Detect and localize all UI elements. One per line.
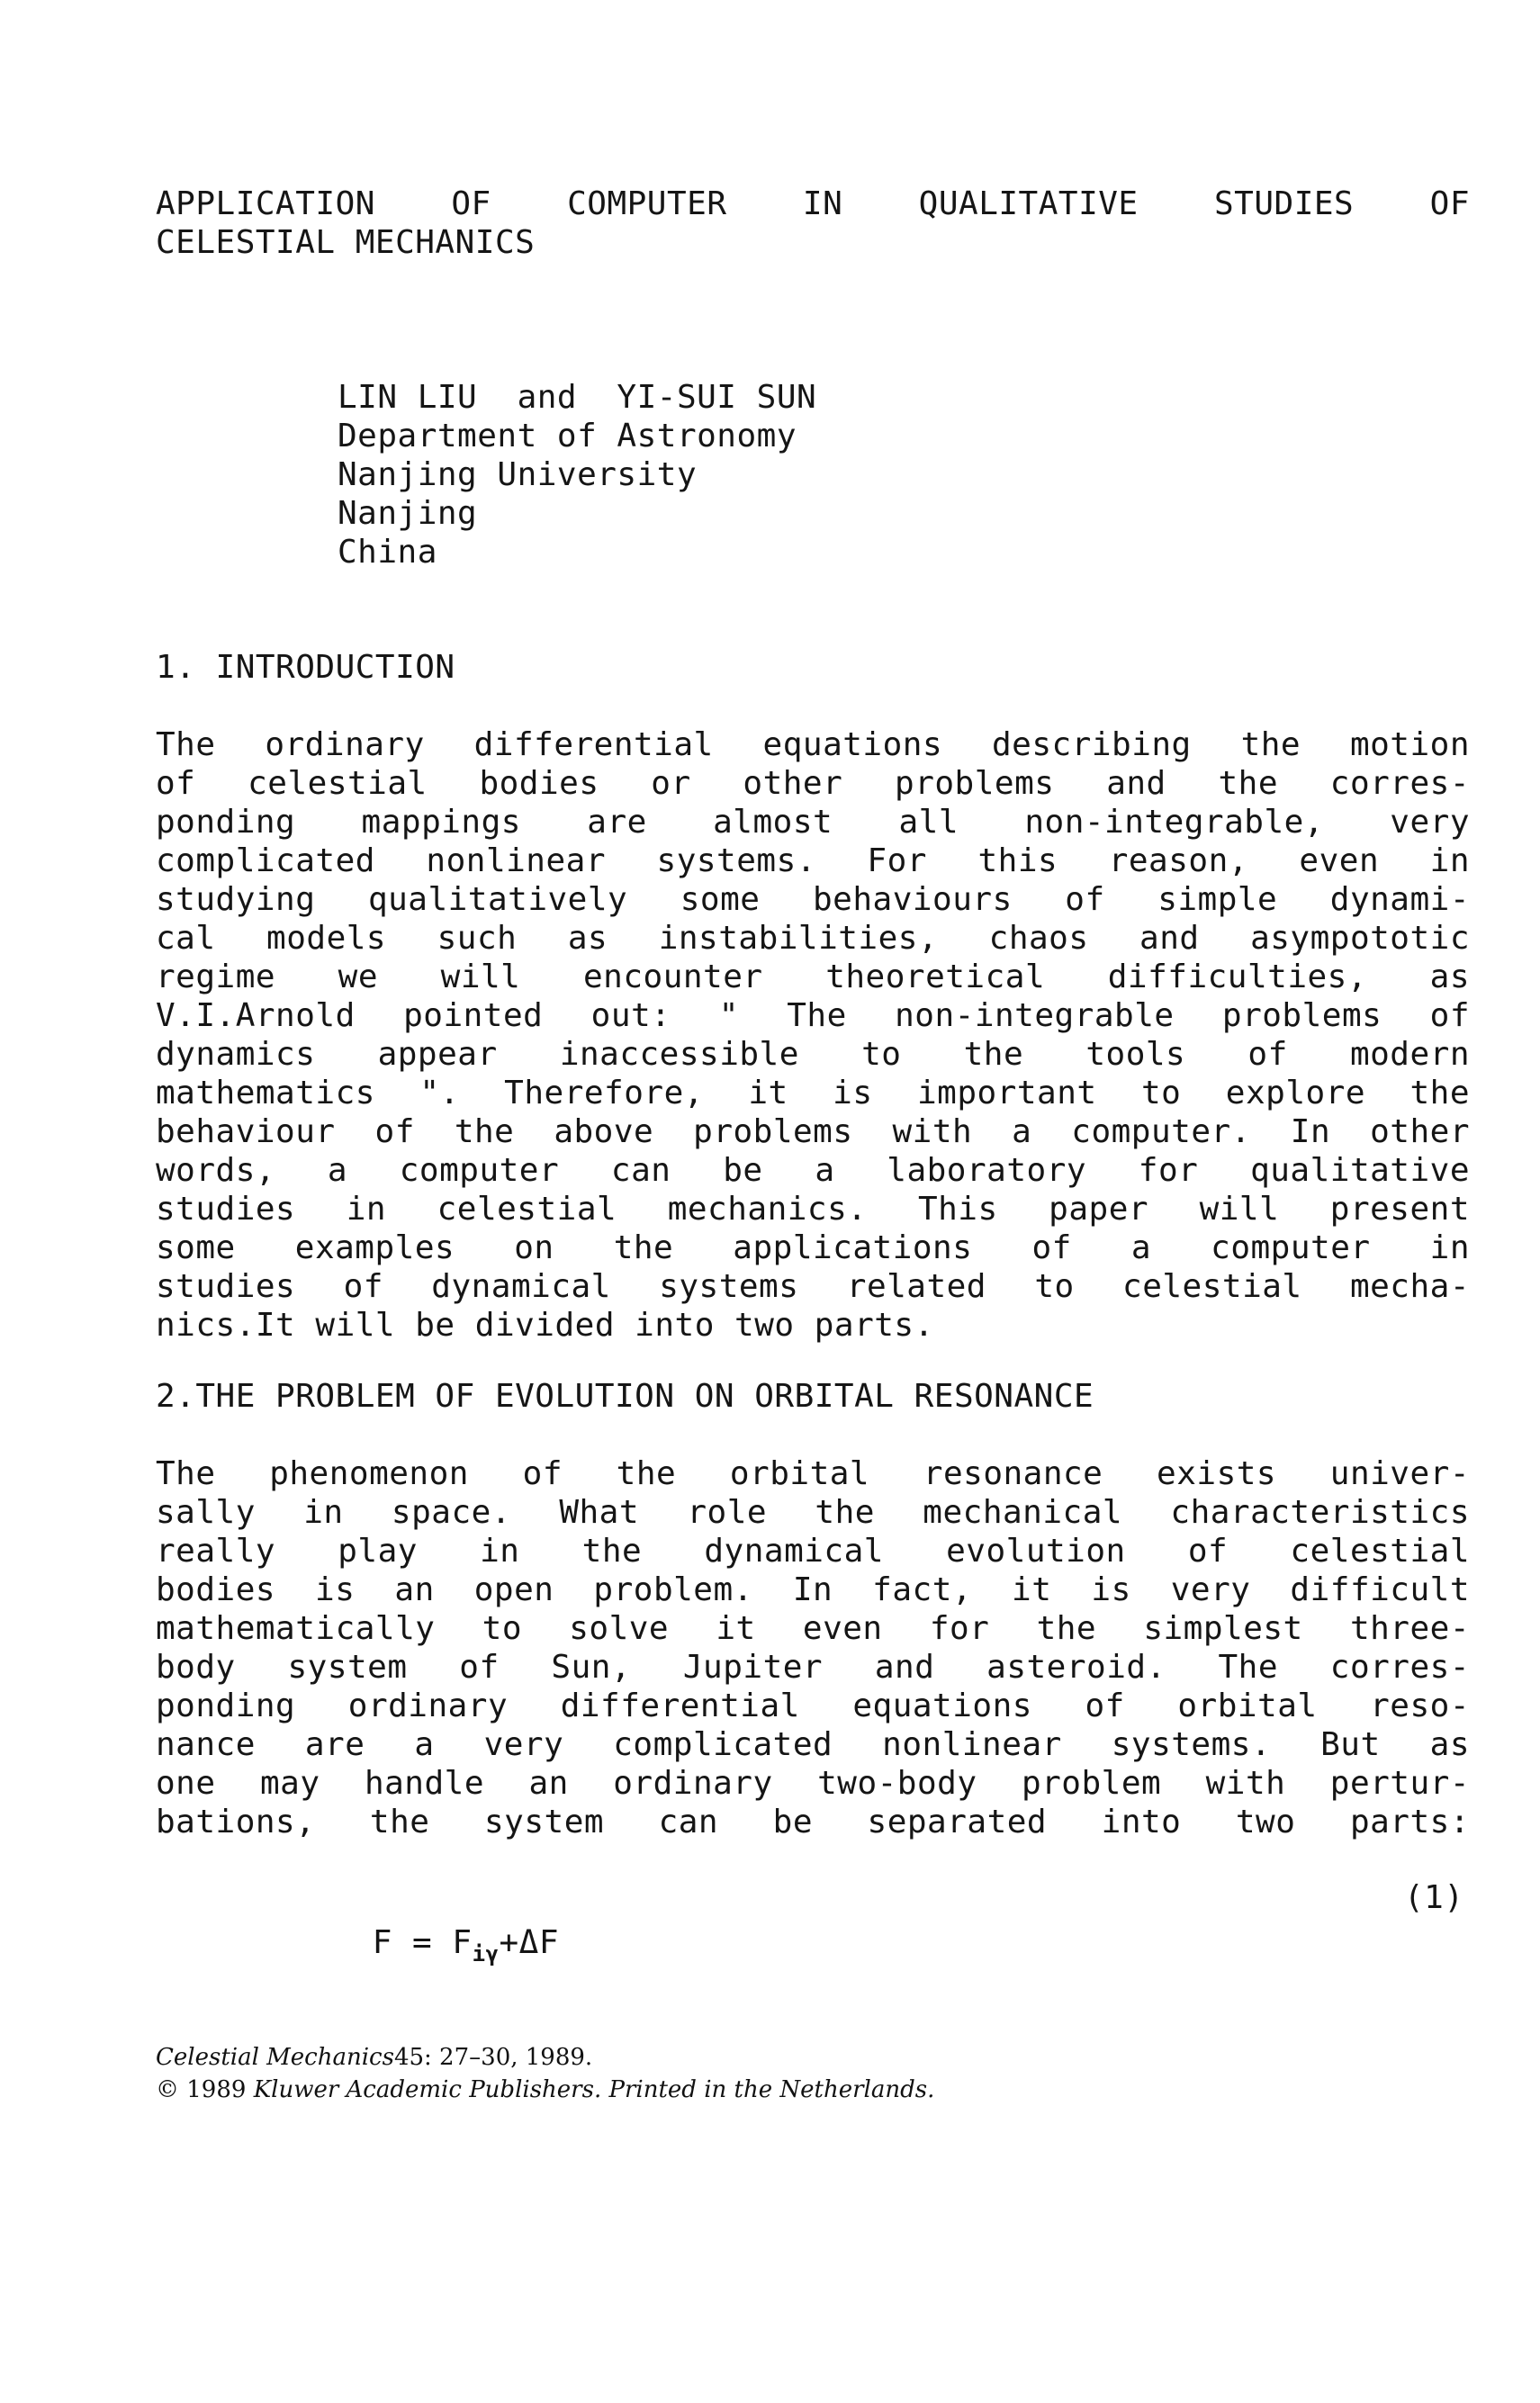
- paragraph-line: mathematically to solve it even for the simplest three-: [156, 1610, 1470, 1647]
- paragraph-line: one may handle an ordinary two-body problem with pertur-: [156, 1765, 1470, 1802]
- paragraph-line: studying qualitatively some behaviours of simple dynami-: [156, 881, 1470, 918]
- paragraph-line: mathematics ". Therefore, it is important to explore the: [156, 1075, 1470, 1112]
- citation-details: 45: 27–30, 1989.: [393, 2044, 593, 2071]
- author-university: Nanjing University: [338, 456, 698, 493]
- publication-footer: [156, 2041, 934, 2106]
- paragraph-line: cal models such as instabilities, chaos and asympototic: [156, 920, 1470, 957]
- author-department: Department of Astronomy: [338, 418, 797, 454]
- author-country: China: [338, 534, 437, 571]
- section-heading-introduction: 1. INTRODUCTION: [156, 649, 455, 686]
- author-block: [338, 378, 968, 572]
- publisher-line: Kluwer Academic Publishers. Printed in the Netherlands.: [253, 2076, 935, 2103]
- equation-number: (1): [1404, 1879, 1464, 1916]
- paragraph-line: nance are a very complicated nonlinear systems. But as: [156, 1726, 1470, 1763]
- paragraph-line: studies in celestial mechanics. This paper will present: [156, 1191, 1470, 1228]
- paper-title: [156, 184, 1470, 262]
- equation-lhs: F = F: [372, 1924, 473, 1961]
- paragraph-line: sally in space. What role the mechanical characteristics: [156, 1494, 1470, 1531]
- paragraph-line: V.I.Arnold pointed out: " The non-integrable problems of: [156, 997, 1470, 1034]
- paragraph-line: complicated nonlinear systems. For this reason, even in: [156, 842, 1470, 879]
- paragraph-line: bodies is an open problem. In fact, it is very difficult: [156, 1571, 1470, 1608]
- paragraph-line: body system of Sun, Jupiter and asteroid. The corres-: [156, 1649, 1470, 1686]
- paragraph-line: bations, the system can be separated into two parts:: [156, 1804, 1470, 1840]
- paragraph-line: of celestial bodies or other problems and the corres-: [156, 765, 1470, 802]
- introduction-paragraph: [156, 725, 1470, 1345]
- journal-name: Celestial Mechanics: [156, 2044, 394, 2071]
- author-city: Nanjing: [338, 495, 478, 532]
- paragraph-line: behaviour of the above problems with a computer. In other: [156, 1113, 1470, 1150]
- paragraph-line: The phenomenon of the orbital resonance exists univer-: [156, 1455, 1470, 1492]
- paragraph-line: really play in the dynamical evolution of celestial: [156, 1533, 1470, 1570]
- title-line-1: APPLICATION OF COMPUTER IN QUALITATIVE STUDIES OF: [156, 185, 1470, 222]
- paragraph-line: The ordinary differential equations describing the motion: [156, 726, 1470, 763]
- footer-copyright-line: [156, 2074, 934, 2106]
- copyright-symbol: © 1989: [156, 2076, 247, 2103]
- paragraph-line: studies of dynamical systems related to celestial mecha-: [156, 1268, 1470, 1305]
- footer-citation-line: [156, 2041, 934, 2074]
- equation-subscript: iγ: [472, 1941, 500, 1966]
- paragraph-line: dynamics appear inaccessible to the tools of modern: [156, 1036, 1470, 1073]
- equation-rhs: +ΔF: [499, 1924, 560, 1961]
- title-line-2: CELESTIAL MECHANICS: [156, 224, 536, 261]
- paragraph-line: ponding ordinary differential equations of orbital reso-: [156, 1688, 1470, 1724]
- paragraph-line: regime we will encounter theoretical difficulties, as: [156, 958, 1470, 995]
- paragraph-line: ponding mappings are almost all non-integrable, very: [156, 804, 1470, 841]
- paragraph-line: some examples on the applications of a computer in: [156, 1229, 1470, 1266]
- author-names: LIN LIU and YI-SUI SUN: [338, 379, 817, 416]
- section-heading-orbital-resonance: 2.THE PROBLEM OF EVOLUTION ON ORBITAL RESONANCE: [156, 1378, 1094, 1415]
- orbital-resonance-paragraph: [156, 1454, 1470, 1841]
- paragraph-line: words, a computer can be a laboratory for qualitative: [156, 1152, 1470, 1189]
- paragraph-line: nics.It will be divided into two parts.: [156, 1307, 934, 1344]
